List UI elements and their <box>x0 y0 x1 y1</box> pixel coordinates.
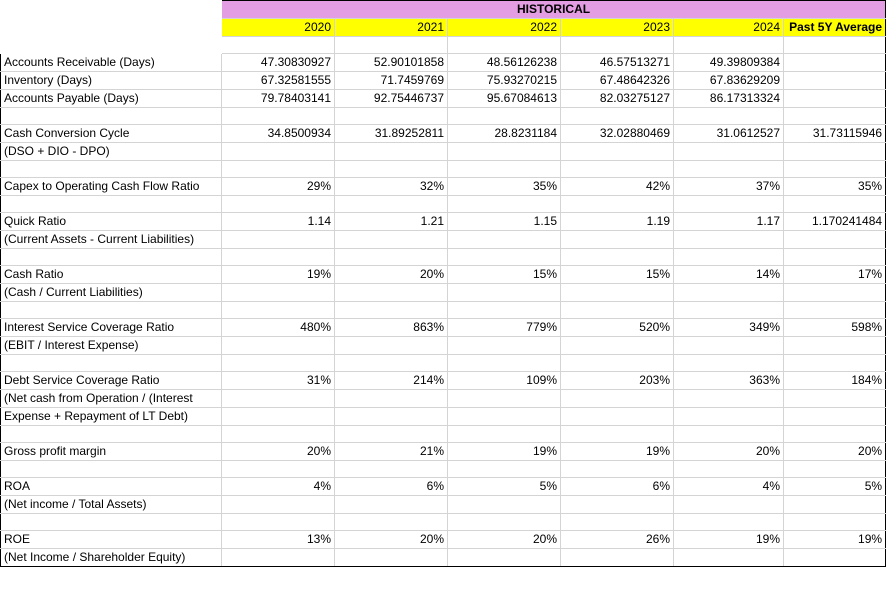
blank-cell[interactable] <box>1 37 222 54</box>
average-cell[interactable]: 184% <box>784 372 886 390</box>
average-cell[interactable] <box>784 54 886 72</box>
value-cell[interactable]: 28.8231184 <box>448 125 561 143</box>
average-cell[interactable]: 31.73115946 <box>784 125 886 143</box>
value-cell[interactable]: 52.90101858 <box>335 54 448 72</box>
metric-label[interactable]: ROA <box>1 478 222 496</box>
table-row <box>1 90 886 108</box>
year-header-2020[interactable]: 2020 <box>222 19 335 37</box>
header-years-row <box>1 19 886 37</box>
value-cell[interactable]: 20% <box>448 531 561 549</box>
metric-label[interactable]: Accounts Payable (Days) <box>1 90 222 108</box>
value-cell[interactable]: 29% <box>222 178 335 196</box>
spacer-row <box>1 108 886 125</box>
metric-label[interactable]: ROE <box>1 531 222 549</box>
value-cell[interactable]: 32.02880469 <box>561 125 674 143</box>
value-cell[interactable]: 6% <box>335 478 448 496</box>
spacer-row <box>1 355 886 372</box>
table-row <box>1 213 886 231</box>
value-cell[interactable]: 1.14 <box>222 213 335 231</box>
value-cell[interactable]: 31.89252811 <box>335 125 448 143</box>
value-cell[interactable]: 92.75446737 <box>335 90 448 108</box>
average-cell[interactable]: 19% <box>784 531 886 549</box>
table-row <box>1 143 886 161</box>
metric-formula[interactable]: (Current Assets - Current Liabilities) <box>1 231 222 249</box>
value-cell[interactable]: 42% <box>561 178 674 196</box>
table-row <box>1 408 886 426</box>
average-cell[interactable]: 35% <box>784 178 886 196</box>
spacer-row <box>1 161 886 178</box>
value-cell[interactable]: 67.32581555 <box>222 72 335 90</box>
average-cell[interactable]: 598% <box>784 319 886 337</box>
value-cell[interactable]: 1.15 <box>448 213 561 231</box>
value-cell[interactable]: 19% <box>448 443 561 461</box>
value-cell[interactable]: 35% <box>448 178 561 196</box>
metric-formula[interactable]: (Net income / Total Assets) <box>1 496 222 514</box>
average-cell[interactable]: 1.170241484 <box>784 213 886 231</box>
spacer-row <box>1 249 886 266</box>
value-cell[interactable]: 109% <box>448 372 561 390</box>
value-cell[interactable]: 15% <box>448 266 561 284</box>
value-cell[interactable]: 26% <box>561 531 674 549</box>
metric-formula[interactable]: (Cash / Current Liabilities) <box>1 284 222 302</box>
value-cell[interactable]: 71.7459769 <box>335 72 448 90</box>
table-row <box>1 496 886 514</box>
table-row <box>1 443 886 461</box>
table-row <box>1 390 886 408</box>
value-cell[interactable]: 5% <box>448 478 561 496</box>
value-cell[interactable]: 4% <box>674 478 784 496</box>
table-row <box>1 72 886 90</box>
spacer-row <box>1 461 886 478</box>
spacer-row <box>1 196 886 213</box>
value-cell[interactable]: 20% <box>335 266 448 284</box>
metric-label[interactable]: Capex to Operating Cash Flow Ratio <box>1 178 222 196</box>
metric-formula[interactable]: (Net cash from Operation / (Interest <box>1 390 222 408</box>
average-cell[interactable] <box>784 72 886 90</box>
value-cell[interactable]: 47.30830927 <box>222 54 335 72</box>
value-cell[interactable]: 79.78403141 <box>222 90 335 108</box>
value-cell[interactable]: 20% <box>674 443 784 461</box>
header-band-row <box>1 1 886 19</box>
value-cell[interactable]: 48.56126238 <box>448 54 561 72</box>
value-cell[interactable]: 863% <box>335 319 448 337</box>
year-header-2022[interactable]: 2022 <box>448 19 561 37</box>
metric-formula[interactable]: (DSO + DIO - DPO) <box>1 143 222 161</box>
value-cell[interactable]: 15% <box>561 266 674 284</box>
year-header-2023[interactable]: 2023 <box>561 19 674 37</box>
table-row <box>1 337 886 355</box>
value-cell[interactable]: 20% <box>222 443 335 461</box>
value-cell[interactable]: 82.03275127 <box>561 90 674 108</box>
value-cell[interactable]: 19% <box>561 443 674 461</box>
metric-label[interactable]: Cash Conversion Cycle <box>1 125 222 143</box>
table-row <box>1 478 886 496</box>
metric-label[interactable]: Interest Service Coverage Ratio <box>1 319 222 337</box>
metric-formula[interactable]: (Net Income / Shareholder Equity) <box>1 549 222 567</box>
value-cell[interactable]: 363% <box>674 372 784 390</box>
value-cell[interactable]: 95.67084613 <box>448 90 561 108</box>
average-cell[interactable]: 20% <box>784 443 886 461</box>
value-cell[interactable]: 49.39809384 <box>674 54 784 72</box>
value-cell[interactable]: 203% <box>561 372 674 390</box>
value-cell[interactable]: 13% <box>222 531 335 549</box>
value-cell[interactable]: 214% <box>335 372 448 390</box>
spacer-row <box>1 426 886 443</box>
average-cell[interactable]: 17% <box>784 266 886 284</box>
table-row <box>1 549 886 567</box>
year-header-2021[interactable]: 2021 <box>335 19 448 37</box>
value-cell[interactable]: 14% <box>674 266 784 284</box>
value-cell[interactable]: 19% <box>674 531 784 549</box>
average-cell[interactable] <box>784 90 886 108</box>
value-cell[interactable]: 37% <box>674 178 784 196</box>
value-cell[interactable]: 21% <box>335 443 448 461</box>
table-row <box>1 531 886 549</box>
spacer-row <box>1 514 886 531</box>
value-cell[interactable]: 86.17313324 <box>674 90 784 108</box>
historical-band[interactable]: HISTORICAL <box>222 1 886 19</box>
value-cell[interactable]: 6% <box>561 478 674 496</box>
value-cell[interactable]: 1.19 <box>561 213 674 231</box>
metric-label[interactable]: Quick Ratio <box>1 213 222 231</box>
value-cell[interactable]: 20% <box>335 531 448 549</box>
blank-cell[interactable] <box>1 19 222 37</box>
table-row <box>1 284 886 302</box>
table-row <box>1 54 886 72</box>
average-cell[interactable]: 5% <box>784 478 886 496</box>
metric-label[interactable]: Gross profit margin <box>1 443 222 461</box>
table-row <box>1 231 886 249</box>
blank-cell[interactable] <box>1 1 222 19</box>
table-row <box>1 319 886 337</box>
value-cell[interactable]: 46.57513271 <box>561 54 674 72</box>
value-cell[interactable]: 32% <box>335 178 448 196</box>
value-cell[interactable]: 480% <box>222 319 335 337</box>
value-cell[interactable]: 779% <box>448 319 561 337</box>
year-header-2024[interactable]: 2024 <box>674 19 784 37</box>
metric-label[interactable]: Inventory (Days) <box>1 72 222 90</box>
spacer-row <box>1 302 886 319</box>
metric-label[interactable]: Debt Service Coverage Ratio <box>1 372 222 390</box>
metric-label[interactable]: Accounts Receivable (Days) <box>1 54 222 72</box>
value-cell[interactable]: 67.48642326 <box>561 72 674 90</box>
table-row <box>1 178 886 196</box>
value-cell[interactable]: 31% <box>222 372 335 390</box>
metric-formula[interactable]: (EBIT / Interest Expense) <box>1 337 222 355</box>
value-cell[interactable]: 75.93270215 <box>448 72 561 90</box>
value-cell[interactable]: 34.8500934 <box>222 125 335 143</box>
value-cell[interactable]: 67.83629209 <box>674 72 784 90</box>
value-cell[interactable]: 1.21 <box>335 213 448 231</box>
table-row <box>1 125 886 143</box>
metric-formula-continued[interactable]: Expense + Repayment of LT Debt) <box>1 408 222 426</box>
value-cell[interactable]: 349% <box>674 319 784 337</box>
spacer-row <box>1 37 886 54</box>
table-row <box>1 266 886 284</box>
metric-label[interactable]: Cash Ratio <box>1 266 222 284</box>
value-cell[interactable]: 1.17 <box>674 213 784 231</box>
value-cell[interactable]: 520% <box>561 319 674 337</box>
value-cell[interactable]: 4% <box>222 478 335 496</box>
table-row <box>1 372 886 390</box>
value-cell[interactable]: 19% <box>222 266 335 284</box>
average-header[interactable]: Past 5Y Average <box>784 19 886 37</box>
value-cell[interactable]: 31.0612527 <box>674 125 784 143</box>
